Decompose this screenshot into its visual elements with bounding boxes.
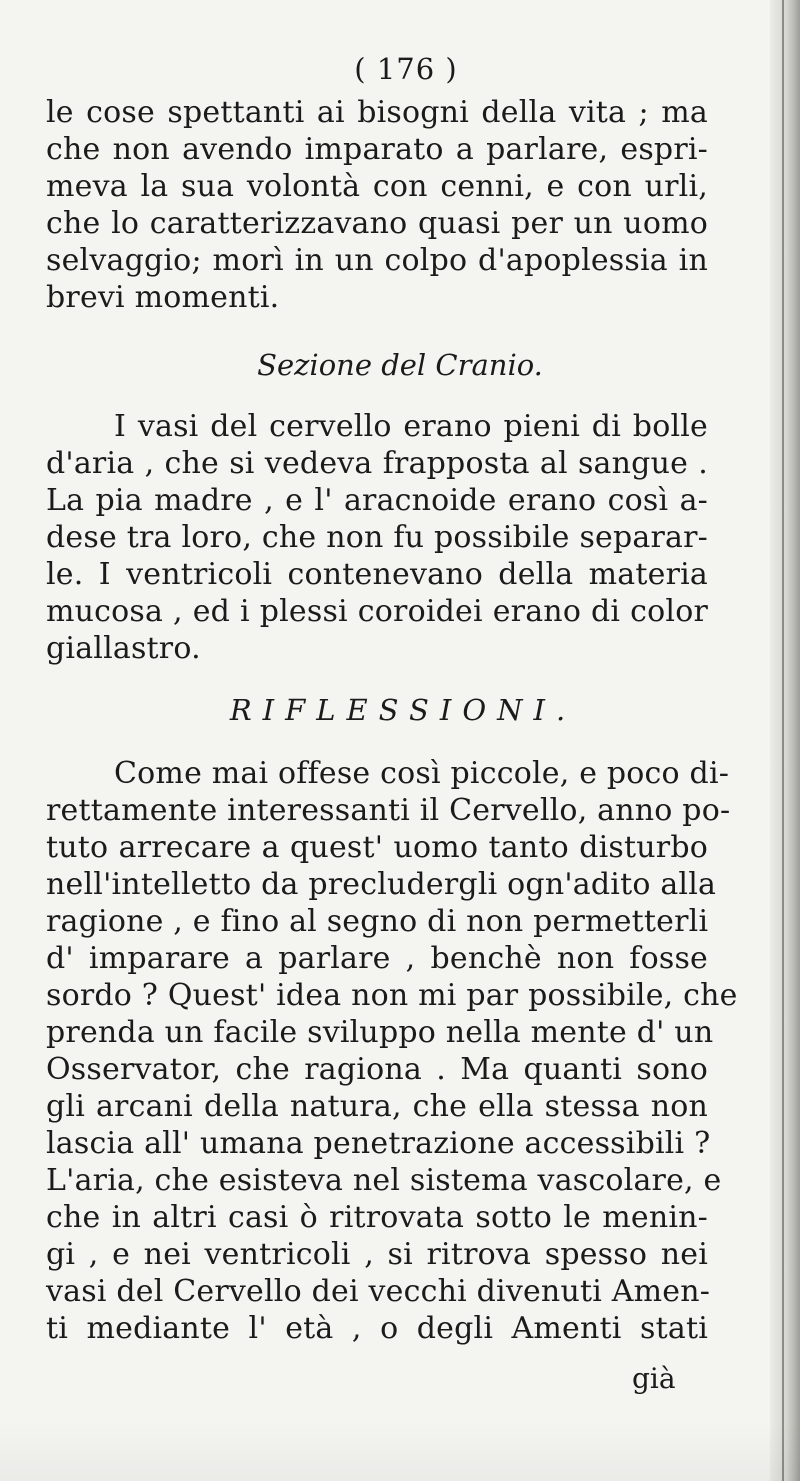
chapter-heading: RIFLESSIONI. (229, 693, 577, 727)
text-line: tuto arrecare a quest' uomo tanto disturbo (46, 830, 708, 865)
paragraph-intro (46, 94, 708, 316)
paragraph-cranium (46, 408, 708, 667)
text-line: gli arcani della natura, che ella stessa non (46, 1089, 708, 1124)
text-line: prenda un facile sviluppo nella mente d' un (46, 1015, 714, 1050)
text-line: Osservator, che ragiona . Ma quanti sono (46, 1052, 708, 1087)
text-line: d'aria , che si vedeva frapposta al sangue . (46, 446, 708, 481)
section-title: Sezione del Cranio. (257, 348, 543, 382)
page-bottom-shade (0, 1421, 800, 1481)
catchword: già (632, 1362, 676, 1395)
text-line: sordo ? Quest' idea non mi par possibile, che (46, 978, 738, 1013)
text-line: selvaggio; morì in un colpo d'apoplessia in (46, 243, 708, 278)
text-line: mucosa , ed i plessi coroidei erano di color (46, 594, 708, 629)
text-line: le cose spettanti ai bisogni della vita ; ma (46, 95, 708, 130)
text-line: che in altri casi ò ritrovata sotto le menin- (46, 1200, 708, 1235)
page-number: ( 176 ) (354, 52, 458, 86)
text-line: La pia madre , e l' aracnoide erano così a- (46, 483, 708, 518)
text-line: che non avendo imparato a parlare, espri- (46, 132, 708, 167)
text-line: giallastro. (46, 631, 201, 666)
text-line: lascia all' umana penetrazione accessibili ? (46, 1126, 711, 1161)
text-line: I vasi del cervello erano pieni di bolle (114, 409, 708, 444)
text-line: nell'intelletto da precludergli ogn'adito alla (46, 867, 717, 902)
page-edge-shadow (770, 0, 800, 1481)
text-line: ti mediante l' età , o degli Amenti stati (46, 1311, 708, 1346)
paragraph-reflections (46, 755, 738, 1347)
text-line: meva la sua volontà con cenni, e con urli, (46, 169, 708, 204)
binding-line (782, 0, 784, 1481)
text-line: ragione , e fino al segno di non permetterli (46, 904, 709, 939)
text-line: d' imparare a parlare , benchè non fosse (46, 941, 708, 976)
text-line: L'aria, che esisteva nel sistema vascolare, e (46, 1163, 722, 1198)
text-line: le. I ventricoli contenevano della materia (46, 557, 708, 592)
text-line: Come mai offese così piccole, e poco di- (114, 756, 730, 791)
text-line: brevi momenti. (46, 280, 280, 315)
text-line: dese tra loro, che non fu possibile separar- (46, 520, 708, 555)
text-line: vasi del Cervello dei vecchi divenuti Amen- (46, 1274, 711, 1309)
text-line: rettamente interessanti il Cervello, anno po- (46, 793, 731, 828)
text-line: gi , e nei ventricoli , si ritrova spesso nei (46, 1237, 708, 1272)
text-line: che lo caratterizzavano quasi per un uomo (46, 206, 708, 241)
